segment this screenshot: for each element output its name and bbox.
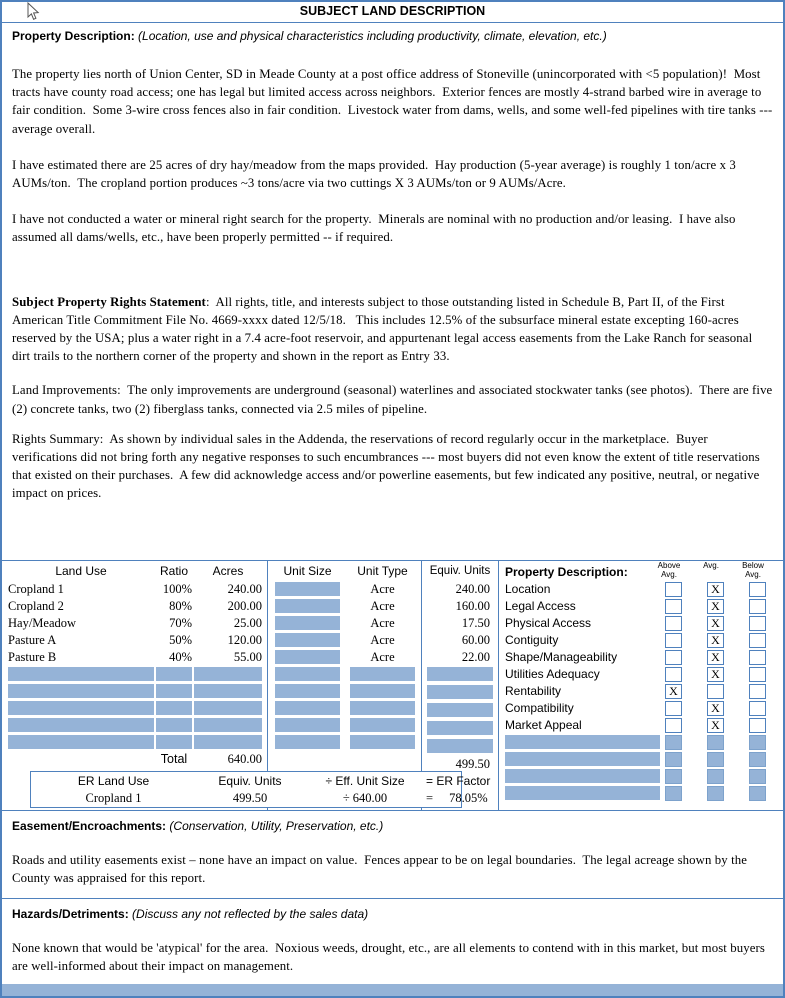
table-row: 22.00 [461, 650, 490, 664]
unit-type-input[interactable] [350, 667, 415, 681]
col-header-land-use: Land Use [55, 564, 107, 578]
checkbox-above-avg[interactable]: X [665, 684, 682, 699]
unit-type-input[interactable] [350, 684, 415, 698]
checkbox-below-avg[interactable] [749, 633, 766, 648]
property-description-section [2, 23, 783, 560]
empty-table-row [2, 700, 267, 717]
ratio-input[interactable] [156, 735, 192, 749]
mouse-cursor-icon [26, 2, 41, 21]
checkbox-avg[interactable]: X [707, 633, 724, 648]
checkbox-below-avg[interactable] [749, 786, 766, 801]
empty-table-row [2, 666, 267, 683]
unit-size-input[interactable] [275, 599, 340, 613]
er-header-eff-unit-size: ÷ Eff. Unit Size [325, 774, 405, 788]
rating-row: Physical Access X [499, 615, 783, 632]
checkbox-avg[interactable]: X [707, 616, 724, 631]
col-header-ratio: Ratio [159, 564, 188, 578]
table-row: Acre [268, 598, 421, 615]
unit-size-input[interactable] [275, 735, 340, 749]
table-row: Acre [268, 581, 421, 598]
rating-label-input[interactable] [505, 769, 660, 783]
hazards-hint: (Discuss any not reflected by the sales data) [132, 907, 369, 921]
acres-input[interactable] [194, 684, 262, 698]
ratings-col-header-below: Below Avg. [742, 561, 764, 579]
checkbox-avg[interactable]: X [707, 701, 724, 716]
ratings-col-header-avg: Avg. [703, 561, 719, 570]
rating-label-input[interactable] [505, 752, 660, 766]
rights-summary-paragraph: Rights Summary: As shown by individual sales in the Addenda, the reservations of record regularly occur in the marketplace. Buyer verifications did not bring forth any negative responses to such encumbrances --- most buyers did not even know the extent of title reservations that existed on their purchases. A few did acknowledge access and/or powerline easements, but few indicated any positive, neutral, or negative impact on prices. [12, 431, 764, 501]
empty-table-row [2, 683, 267, 700]
ratings-title: Property Description: [505, 565, 628, 579]
ratio-input[interactable] [156, 667, 192, 681]
unit-size-input[interactable] [275, 633, 340, 647]
checkbox-above-avg[interactable] [665, 582, 682, 597]
er-data-row [31, 790, 488, 807]
empty-rating-row [499, 734, 783, 751]
checkbox-avg[interactable] [707, 769, 724, 784]
col-header-unit-type: Unit Type [357, 564, 408, 578]
easement-hint: (Conservation, Utility, Preservation, etc.) [169, 819, 384, 833]
rating-label-input[interactable] [505, 786, 660, 800]
hazards-text: None known that would be 'atypical' for the area. Noxious weeds, drought, etc., are all elements to contend with in this market, but most buyers are well-informed about their impact on management. [12, 941, 769, 974]
land-use-table [2, 560, 783, 810]
checkbox-above-avg[interactable] [665, 786, 682, 801]
checkbox-above-avg[interactable] [665, 667, 682, 682]
equiv-units-input[interactable] [427, 685, 493, 699]
land-use-input[interactable] [8, 718, 154, 732]
rights-statement-paragraph [12, 293, 773, 366]
checkbox-avg[interactable]: X [707, 650, 724, 665]
empty-rating-row [499, 751, 783, 768]
unit-type-input[interactable] [350, 701, 415, 715]
property-paragraph-2: I have estimated there are 25 acres of dry hay/meadow from the maps provided. Hay production (5-year average) is roughly 1 ton/acre x 3 AUMs/ton. The cropland portion produces ~3 tons/acre via two cuttings X 3 AUMs/ton or 9 AUMs/Acre. [12, 157, 739, 191]
empty-table-row [422, 685, 498, 702]
checkbox-below-avg[interactable] [749, 769, 766, 784]
col-header-unit-size: Unit Size [283, 564, 332, 578]
checkbox-avg[interactable]: X [707, 599, 724, 614]
checkbox-above-avg[interactable] [665, 769, 682, 784]
checkbox-avg[interactable]: X [707, 582, 724, 597]
empty-rating-row [499, 768, 783, 785]
table-row: Pasture B 40% 55.00 [8, 650, 262, 664]
table-row: 160.00 [455, 599, 490, 613]
total-label: Total [160, 752, 188, 766]
rating-row: Compatibility X [499, 700, 783, 717]
unit-size-input[interactable] [275, 667, 340, 681]
checkbox-above-avg[interactable] [665, 633, 682, 648]
unit-type-input[interactable] [350, 735, 415, 749]
checkbox-below-avg[interactable] [749, 684, 766, 699]
property-description-hint: (Location, use and physical characteristics including productivity, climate, elevation, etc.) [138, 29, 607, 43]
checkbox-below-avg[interactable] [749, 650, 766, 665]
empty-rating-row [499, 785, 783, 802]
easement-label: Easement/Encroachments: [12, 819, 167, 833]
checkbox-below-avg[interactable] [749, 718, 766, 733]
table-row: Hay/Meadow 70% 25.00 [8, 616, 262, 630]
acres-input[interactable] [194, 735, 262, 749]
checkbox-above-avg[interactable] [665, 599, 682, 614]
checkbox-above-avg[interactable] [665, 735, 682, 750]
table-row: Acre [268, 632, 421, 649]
table-row: 60.00 [461, 633, 490, 647]
land-use-input[interactable] [8, 684, 154, 698]
checkbox-below-avg[interactable] [749, 616, 766, 631]
checkbox-below-avg[interactable] [749, 667, 766, 682]
empty-table-row [268, 734, 421, 751]
table-row: Cropland 2 80% 200.00 [8, 599, 262, 613]
total-row [2, 751, 267, 768]
checkbox-below-avg[interactable] [749, 735, 766, 750]
rating-label-input[interactable] [505, 735, 660, 749]
er-divisor: ÷ 640.00 [342, 791, 388, 805]
rating-row: Utilities Adequacy X [499, 666, 783, 683]
empty-table-row [268, 666, 421, 683]
er-header-equiv-units: Equiv. Units [218, 774, 282, 788]
unit-size-input[interactable] [275, 684, 340, 698]
er-header-land-use: ER Land Use [77, 774, 150, 788]
ratio-input[interactable] [156, 701, 192, 715]
er-header-er-factor: = ER Factor [426, 774, 491, 788]
checkbox-below-avg[interactable] [749, 752, 766, 767]
total-acres: 640.00 [227, 752, 262, 766]
rating-row: Contiguity X [499, 632, 783, 649]
property-paragraph-3: I have not conducted a water or mineral right search for the property. Minerals are nominal with no production and/or leasing. I have also assumed all dams/wells, etc., have been properly permitted -- if required. [12, 212, 739, 245]
hazards-label: Hazards/Detriments: [12, 907, 129, 921]
empty-table-row [268, 683, 421, 700]
checkbox-above-avg[interactable] [665, 718, 682, 733]
empty-table-row [422, 703, 498, 720]
er-land-use: Cropland 1 [85, 791, 142, 805]
ratio-input[interactable] [156, 718, 192, 732]
page-title: SUBJECT LAND DESCRIPTION [2, 2, 783, 23]
land-use-input[interactable] [8, 701, 154, 715]
unit-size-input[interactable] [275, 650, 340, 664]
equiv-units-input[interactable] [427, 721, 493, 735]
empty-table-row [422, 739, 498, 756]
table-row: 17.50 [461, 616, 490, 630]
er-factor-value: 78.05% [449, 791, 488, 805]
land-use-input[interactable] [8, 735, 154, 749]
col-header-acres: Acres [212, 564, 244, 578]
table-row: 240.00 [455, 582, 490, 596]
acres-input[interactable] [194, 667, 262, 681]
rights-statement-text: : All rights, title, and interests subject to those outstanding listed in Schedule B, Part II, of the First American Title Commitment File No. 4669-xxxx dated 12/5/18. This includes 12.5% of the subsurface mineral estate excepting 160-acres reserved by the USA; plus a water right in a 7.4 acre-foot reservoir, and appurtenant legal access easements from the Lake Ranch for seasonal dirt trails to the northern corner of the property and shown in the report as Entry 33. [12, 294, 756, 364]
checkbox-above-avg[interactable] [665, 616, 682, 631]
unit-size-input[interactable] [275, 616, 340, 630]
empty-table-row [2, 717, 267, 734]
unit-size-input[interactable] [275, 718, 340, 732]
empty-table-row [422, 667, 498, 684]
easement-section [2, 810, 783, 898]
rating-row: Market Appeal X [499, 717, 783, 734]
table-row: Cropland 1 100% 240.00 [8, 582, 262, 596]
er-equiv-units: 499.50 [232, 791, 268, 805]
checkbox-avg[interactable] [707, 752, 724, 767]
rating-row: Legal Access X [499, 598, 783, 615]
equiv-units-input[interactable] [427, 703, 493, 717]
acres-input[interactable] [194, 718, 262, 732]
easement-text: Roads and utility easements exist – none have an impact on value. Fences appear to be on legal boundaries. The legal acreage shown by the County was appraised for this report. [12, 853, 751, 886]
property-paragraph-1: The property lies north of Union Center, SD in Meade County at a post office address of Stoneville (unincorporated with <5 population)! Most tracts have county road access; one has legal but limited access across neighbors. Exterior fences are mostly 4-strand barbed wire in average to fair condition. Some 3-wire cross fences also in fair condition. Livestock water from dams, wells, and some well-fed pipelines with tire tanks --- average overall. [12, 67, 776, 136]
table-row: Acre [268, 615, 421, 632]
table-row: Pasture A 50% 120.00 [8, 633, 262, 647]
checkbox-above-avg[interactable] [665, 650, 682, 665]
col-header-equiv-units: Equiv. Units [429, 565, 491, 577]
equiv-units-input[interactable] [427, 739, 493, 753]
footer-bar [2, 984, 783, 997]
rating-row: Shape/Manageability X [499, 649, 783, 666]
unit-size-input[interactable] [275, 701, 340, 715]
er-equals-sign: = [426, 791, 434, 805]
checkbox-above-avg[interactable] [665, 701, 682, 716]
hazards-section [2, 898, 783, 984]
unit-size-input[interactable] [275, 582, 340, 596]
empty-table-row [268, 700, 421, 717]
ratings-col-header-above: Above Avg. [657, 561, 681, 579]
checkbox-avg[interactable]: X [707, 667, 724, 682]
checkbox-below-avg[interactable] [749, 599, 766, 614]
total-equiv-units: 499.50 [455, 757, 490, 771]
checkbox-avg[interactable] [707, 684, 724, 699]
land-improvements-paragraph: Land Improvements: The only improvements are underground (seasonal) waterlines and associated stockwater tanks (see photos). There are five (2) concrete tanks, two (2) fiberglass tanks, connected via 2.5 miles of pipeline. [12, 383, 776, 416]
ratio-input[interactable] [156, 684, 192, 698]
rating-row: Rentability X [499, 683, 783, 700]
property-description-label: Property Description: [12, 29, 135, 43]
empty-table-row [268, 717, 421, 734]
checkbox-avg[interactable] [707, 786, 724, 801]
empty-table-row [422, 721, 498, 738]
empty-table-row [2, 734, 267, 751]
land-use-input[interactable] [8, 667, 154, 681]
checkbox-avg[interactable] [707, 735, 724, 750]
unit-type-input[interactable] [350, 718, 415, 732]
table-row: Acre [268, 649, 421, 666]
equiv-units-input[interactable] [427, 667, 493, 681]
checkbox-below-avg[interactable] [749, 582, 766, 597]
checkbox-below-avg[interactable] [749, 701, 766, 716]
acres-input[interactable] [194, 701, 262, 715]
rights-statement-lead: Subject Property Rights Statement [12, 294, 206, 309]
ratings-panel [498, 561, 783, 810]
er-factor-box [30, 771, 491, 808]
checkbox-above-avg[interactable] [665, 752, 682, 767]
checkbox-avg[interactable]: X [707, 718, 724, 733]
rating-row: Location X [499, 581, 783, 598]
